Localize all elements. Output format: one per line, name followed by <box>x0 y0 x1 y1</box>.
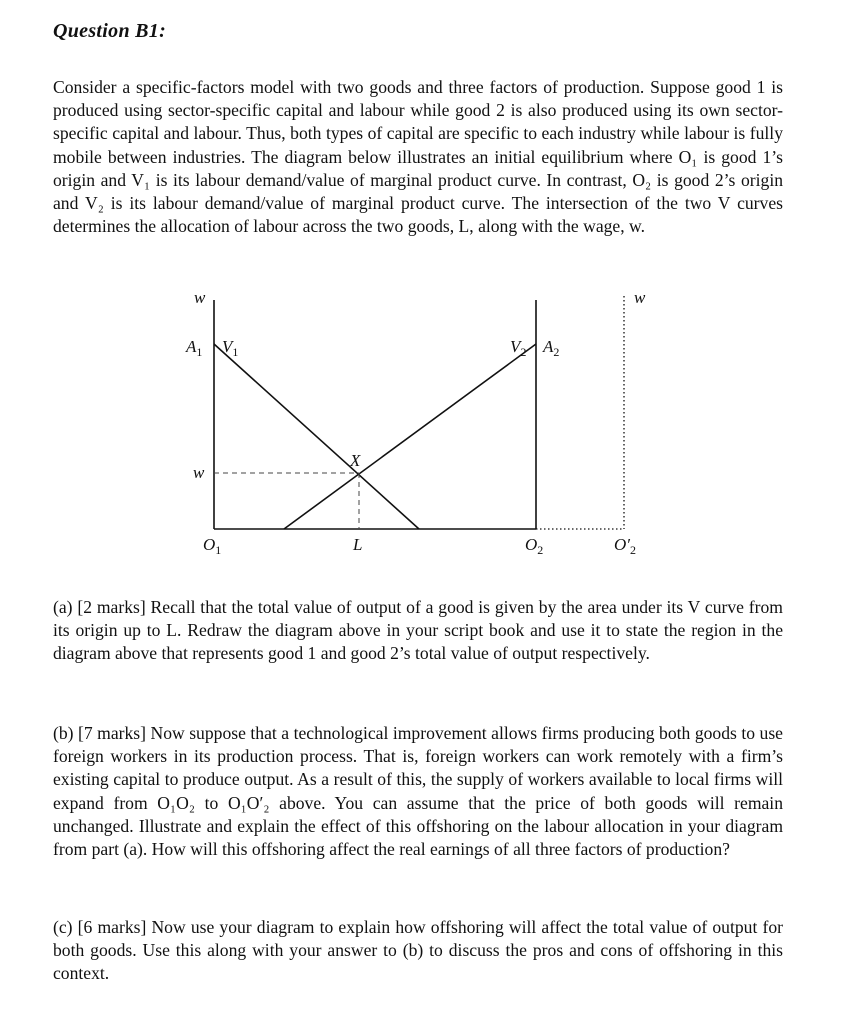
v1-subscript: 1 <box>232 345 239 359</box>
part-c-paragraph: (c) [6 marks] Now use your diagram to explain how offshoring will affect the total value of output for both goods. Use this along with your answer to (b) to discuss the pros and cons of offshoring in this context. <box>53 917 783 984</box>
a1-label: $A_1$ <box>186 337 203 359</box>
v2-subscript: 2 <box>520 345 527 359</box>
question-heading: Question B1: <box>53 20 167 42</box>
o2-prime-label: $O'_2$ <box>614 535 636 557</box>
a2-label: $A_2$ <box>543 337 560 359</box>
o1-subscript: 1 <box>215 543 222 557</box>
v2-curve <box>284 344 536 529</box>
o2-label: $O_2$ <box>525 535 544 557</box>
v1-curve <box>214 344 419 529</box>
w-right-top-label: w <box>634 288 646 307</box>
v2-label: $V_2$ <box>510 337 527 359</box>
part-b-paragraph: (b) [7 marks] Now suppose that a technological improvement allows firms producing both goods to use foreign workers in its production process. That is, foreign workers can work remotely with a firm’s existing capital to produce output. As a result of this, the supply of workers available to local firms will expand from O₁O₂ to O₁O′₂ above. You can assume that the price of both goods will remain unchanged. Illustrate and explain the effect of this offshoring on the labour allocation in your diagram from part (a). How will this offshoring affect the real earnings of all three factors of production? <box>53 723 783 860</box>
v1-label: $V_1$ <box>222 337 239 359</box>
a1-subscript: 1 <box>196 345 203 359</box>
w-left-top-label: w <box>194 288 206 307</box>
o1-label: $O_1$ <box>203 535 222 557</box>
x-intersection-label: X <box>350 451 361 470</box>
l-label: L <box>353 535 363 554</box>
w-mid-label: w <box>193 463 205 482</box>
part-a-paragraph: (a) [2 marks] Recall that the total value of output of a good is given by the area under its V curve from its origin up to L. Redraw the diagram above in your script book and use it to state the region in the diagram above that represents good 1 and good 2’s total value of output respectively. <box>53 597 783 664</box>
o2-prime-subscript: 2 <box>630 543 636 557</box>
intro-paragraph: Consider a specific-factors model with two goods and three factors of production. Suppose good 1 is produced using sector-specific capital and labour while good 2 is also produced using its own sector-specific capital and labour. Thus, both types of capital are specific to each industry while labour is fully mobile between industries. The diagram below illustrates an initial equilibrium where O₁ is good 1’s origin and V₁ is its labour demand/value of marginal product curve. In contrast, O₂ is good 2’s origin and V₂ is its labour demand/value of marginal product curve. The intersection of the two V curves determines the allocation of labour across the two goods, L, along with the wage, w. <box>53 77 783 237</box>
o2-subscript: 2 <box>537 543 544 557</box>
a2-subscript: 2 <box>553 345 560 359</box>
